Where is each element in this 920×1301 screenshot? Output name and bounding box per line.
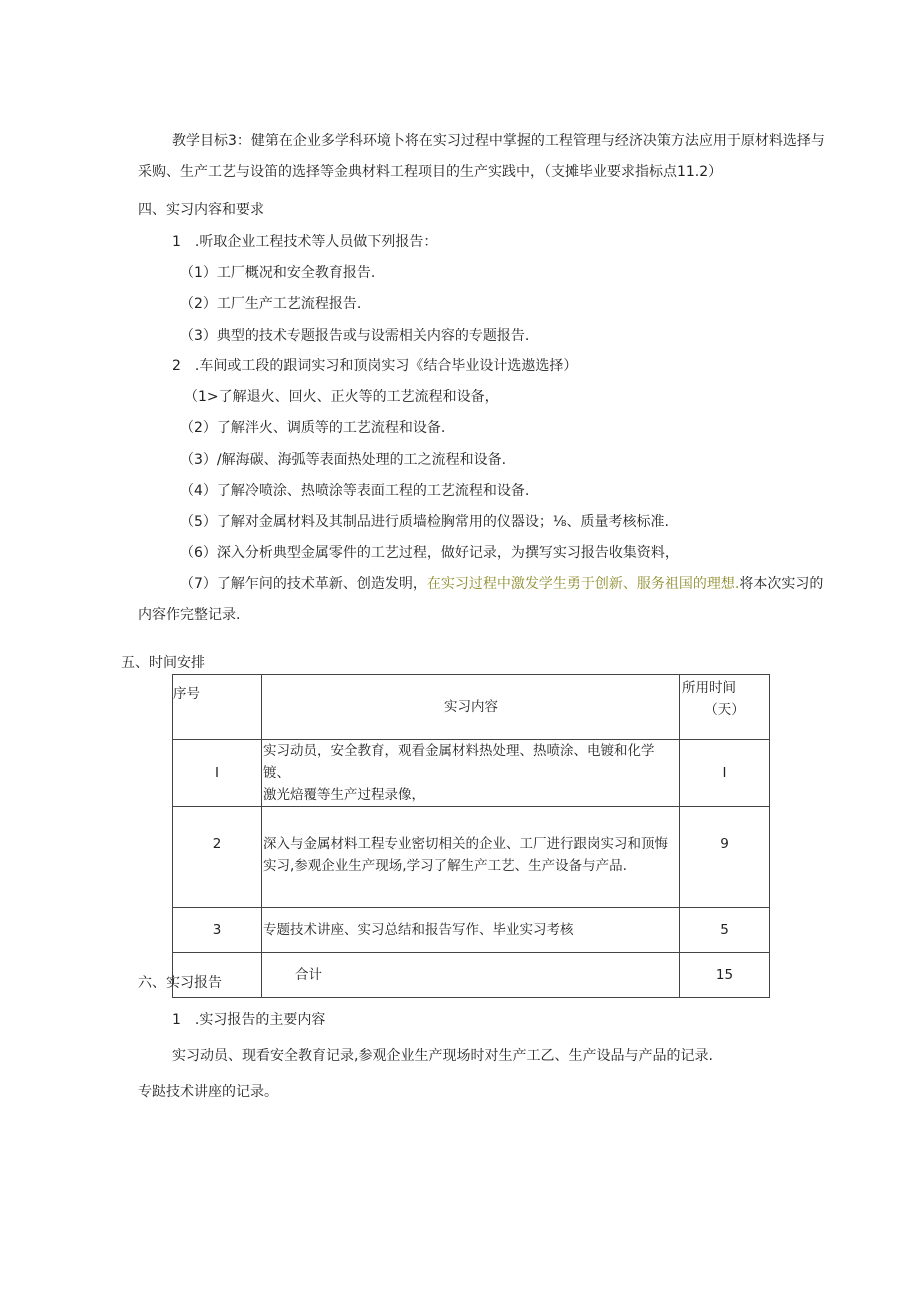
sub7-suffix: 将本次实习的: [739, 576, 824, 592]
header-days-line1: 所用时间: [682, 680, 736, 696]
table-total-row: [173, 953, 770, 998]
table-row: [173, 908, 770, 953]
total-label: 合计: [295, 967, 322, 983]
row2-content-line2: 实习,参观企业生产现场,学习了解生产工艺、生产设备与产品.: [263, 858, 627, 874]
row3-days: 5: [680, 908, 770, 953]
section4-item2-sub4: （4）了解冷喷涂、热喷涂等表面工程的工艺流程和设备.: [180, 483, 530, 499]
row1-content-line2: 激光焙覆等生产过程录像，: [263, 787, 425, 803]
section4-item1-sub3: （3）典型的技术专题报告或与设需相关内容的专题报告.: [180, 328, 530, 344]
table-row: [173, 740, 770, 807]
row1-content: [262, 740, 680, 807]
section6-para1: 实习动员、现看安全教育记录,参观企业生产现场时对生产工乙、生产设品与产品的记录.: [172, 1048, 713, 1064]
section4-title: 四、实习内容和要求: [138, 202, 264, 218]
total-days: 15: [680, 953, 770, 998]
section4-item1-sub2: （2）工厂生产工艺流程报告.: [180, 296, 362, 312]
row3-content: 专题技术讲座、实习总结和报告写作、毕业实习考核: [262, 908, 680, 953]
row2-content: [262, 807, 680, 908]
schedule-table: [172, 674, 770, 998]
table-header-row: [173, 675, 770, 740]
sub7-highlight: 在实习过程中激发学生勇于创新、服务祖国的理想.: [426, 576, 740, 592]
row3-no: 3: [173, 908, 262, 953]
section6-item1: 1 .实习报告的主要内容: [172, 1012, 326, 1028]
section6-para2: 专跶技术讲座的记录。: [138, 1084, 278, 1100]
header-days: [680, 675, 770, 740]
row1-no: I: [173, 740, 262, 807]
goal3-line2: 采购、生产工艺与设笛的选择等金典材料工程项目的生产实践中，（支摊毕业要求指标点11.2）: [138, 164, 723, 180]
header-no: 序号: [173, 675, 262, 740]
total-label-cell: [262, 953, 680, 998]
header-days-line2: （天）: [704, 702, 745, 718]
row1-days: I: [680, 740, 770, 807]
row2-no: 2: [173, 807, 262, 908]
section4-item2-sub5: （5）了解对金属材料及其制品进行质墙检胸常用的仪器设；⅛、质量考核标准.: [180, 514, 669, 530]
row2-content-line1: 深入与金属材料工程专业密切相关的企业、工厂进行跟岗实习和顶悔: [263, 836, 668, 852]
section5-title: 五、时间安排: [121, 655, 205, 671]
section4-item2-sub7: [180, 574, 823, 594]
section4-item2-sub2: （2）了解泮火、调质等的工艺流程和设备.: [180, 420, 446, 436]
section4-item1-sub1: （1）工厂概况和安全教育报告.: [180, 265, 376, 281]
section4-item2-sub7-line2: 内容作完整记录.: [138, 607, 241, 623]
table-row: [173, 807, 770, 908]
section4-item2-sub1: （1>了解退火、回火、正火等的工艺流程和设备，: [184, 389, 499, 405]
header-content: 实习内容: [262, 675, 680, 740]
sub7-prefix: （7）了解乍问的技术革新、创造发明，: [180, 576, 427, 592]
section4-item2-title: 2 .车间或工段的跟词实习和顶岗实习《结合毕业设计选遨选择）: [172, 358, 578, 374]
section6-title: 六、实习报告: [138, 975, 222, 991]
goal3-line1: 教学目标3：健第在企业多学科环境卜将在实习过程中掌握的工程管理与经济决策方法应用于原材料选择与: [172, 133, 825, 149]
section4-item2-sub3: （3）/解海碳、海弧等表面热处理的工之流程和设备.: [180, 452, 507, 468]
section4-item2-sub6: （6）深入分析典型金属零件的工艺过程，做好记录，为撰写实习报告收集资料，: [180, 545, 679, 561]
row1-content-line1: 实习动员，安全教育，观看金属材料热处理、热喷涂、电镀和化学镀、: [263, 743, 655, 781]
section4-item1-title: 1 .听取企业工程技术等人员做下列报告：: [172, 234, 438, 250]
row2-days: 9: [680, 807, 770, 908]
